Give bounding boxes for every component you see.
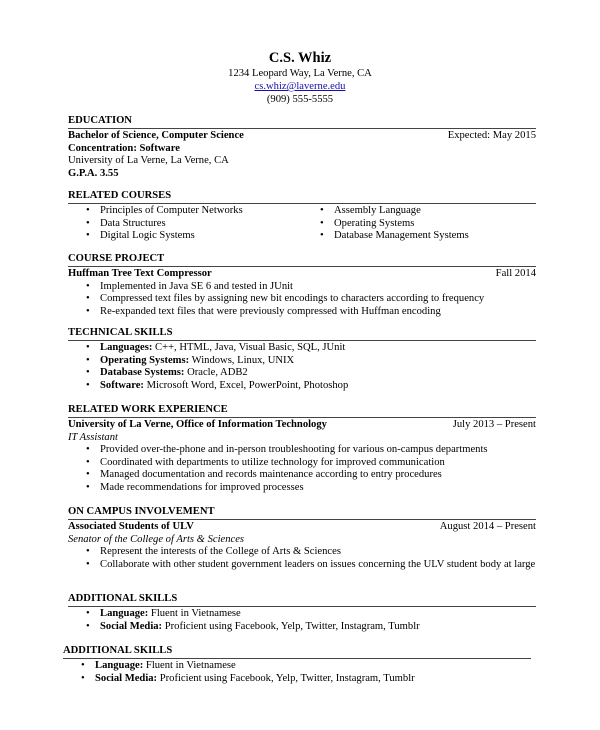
list-item: • Coordinated with departments to utilize technology for improved communication — [68, 457, 536, 470]
section-title: ADDITIONAL SKILLS — [68, 593, 536, 607]
campus-bullets — [68, 546, 536, 571]
section-title: RELATED COURSES — [68, 190, 536, 204]
list-item: • Represent the interests of the College of Arts & Sciences — [68, 546, 536, 559]
courses-section — [68, 190, 536, 243]
skill-label: Database Systems: — [100, 367, 185, 379]
section-title: EDUCATION — [68, 115, 536, 129]
project-section — [68, 253, 536, 318]
degree: Bachelor of Science, Computer Science — [68, 130, 244, 141]
skill-label: Social Media: — [95, 672, 158, 684]
list-item — [63, 660, 531, 673]
list-item — [68, 355, 536, 368]
skill-label: Language: — [95, 660, 144, 671]
skill-value: Fluent in Vietnamese — [143, 660, 236, 671]
skill-value: Proficient using Facebook, Yelp, Twitter, Instagram, Tumblr — [162, 620, 420, 632]
list-item — [68, 342, 536, 355]
section-title: TECHNICAL SKILLS — [68, 327, 536, 341]
section-title: RELATED WORK EXPERIENCE — [68, 404, 536, 418]
skill-label: Social Media: — [100, 620, 163, 632]
list-item — [68, 608, 536, 621]
section-title: ADDITIONAL SKILLS — [63, 645, 531, 659]
work-section — [68, 404, 536, 495]
courses-right-list — [302, 205, 536, 243]
skills-section — [68, 327, 536, 392]
concentration: Concentration: Software — [68, 142, 180, 154]
courses-left-list — [68, 205, 302, 243]
list-item: • Made recommendations for improved processes — [68, 482, 536, 495]
list-item: • Operating Systems — [302, 218, 536, 231]
list-item: • Compressed text files by assigning new bit encodings to characters according to frequency — [68, 293, 536, 306]
candidate-name: C.S. Whiz — [268, 50, 332, 66]
list-item: • Digital Logic Systems — [68, 230, 302, 243]
section-title: ON CAMPUS INVOLVEMENT — [68, 506, 536, 520]
section-title: COURSE PROJECT — [68, 253, 536, 267]
campus-section — [68, 506, 536, 571]
skill-label: Operating Systems: — [100, 354, 190, 366]
list-item: • Implemented in Java SE 6 and tested in JUnit — [68, 281, 536, 294]
list-item: • Data Structures — [68, 218, 302, 231]
list-item: • Provided over-the-phone and in-person troubleshooting for various on-campus departments — [68, 444, 536, 457]
additional-list — [63, 660, 531, 685]
list-item: • Database Management Systems — [302, 230, 536, 243]
gpa: G.P.A. 3.55 — [68, 167, 119, 179]
list-item: • Assembly Language — [302, 205, 536, 218]
campus-role: Senator of the College of Arts & Sciences — [68, 533, 245, 545]
list-item — [63, 673, 531, 686]
project-bullets — [68, 281, 536, 319]
list-item — [68, 367, 536, 380]
skill-value: Oracle, ADB2 — [184, 367, 248, 379]
list-item: • Collaborate with other student government leaders on issues concerning the ULV student body at large — [68, 559, 536, 572]
skill-label: Language: — [100, 608, 149, 619]
skill-value: Proficient using Facebook, Yelp, Twitter, Instagram, Tumblr — [157, 672, 415, 684]
school: University of La Verne, La Verne, CA — [68, 155, 229, 167]
resume-header — [0, 50, 600, 106]
list-item: • Managed documentation and records maintenance according to entry procedures — [68, 469, 536, 482]
skill-label: Languages: — [100, 342, 153, 353]
list-item — [68, 621, 536, 634]
address: 1234 Leopard Way, La Verne, CA — [228, 68, 372, 79]
list-item: • Re-expanded text files that were previously compressed with Huffman encoding — [68, 306, 536, 319]
list-item: • Principles of Computer Networks — [68, 205, 302, 218]
campus-date: August 2014 – Present — [439, 521, 536, 532]
additional-section — [68, 593, 536, 633]
work-bullets — [68, 444, 536, 494]
skills-list — [68, 342, 536, 392]
list-item — [68, 380, 536, 393]
skill-value: C++, HTML, Java, Visual Basic, SQL, JUnit — [152, 342, 346, 353]
education-section — [68, 115, 536, 180]
project-date: Fall 2014 — [495, 268, 536, 279]
work-org: University of La Verne, Office of Information Technology — [68, 419, 327, 430]
email-link[interactable]: cs.whiz@laverne.edu — [254, 81, 346, 92]
campus-org: Associated Students of ULV — [68, 521, 194, 532]
phone: (909) 555-5555 — [266, 94, 334, 105]
additional-section-duplicate — [63, 645, 531, 685]
additional-list — [68, 608, 536, 633]
skill-value: Fluent in Vietnamese — [148, 608, 241, 619]
work-date: July 2013 – Present — [452, 419, 536, 430]
skill-value: Microsoft Word, Excel, PowerPoint, Photoshop — [143, 379, 349, 391]
work-role: IT Assistant — [68, 431, 118, 443]
skill-value: Windows, Linux, UNIX — [189, 354, 295, 366]
skill-label: Software: — [100, 379, 144, 391]
project-name: Huffman Tree Text Compressor — [68, 268, 212, 279]
expected-date: Expected: May 2015 — [447, 130, 536, 141]
